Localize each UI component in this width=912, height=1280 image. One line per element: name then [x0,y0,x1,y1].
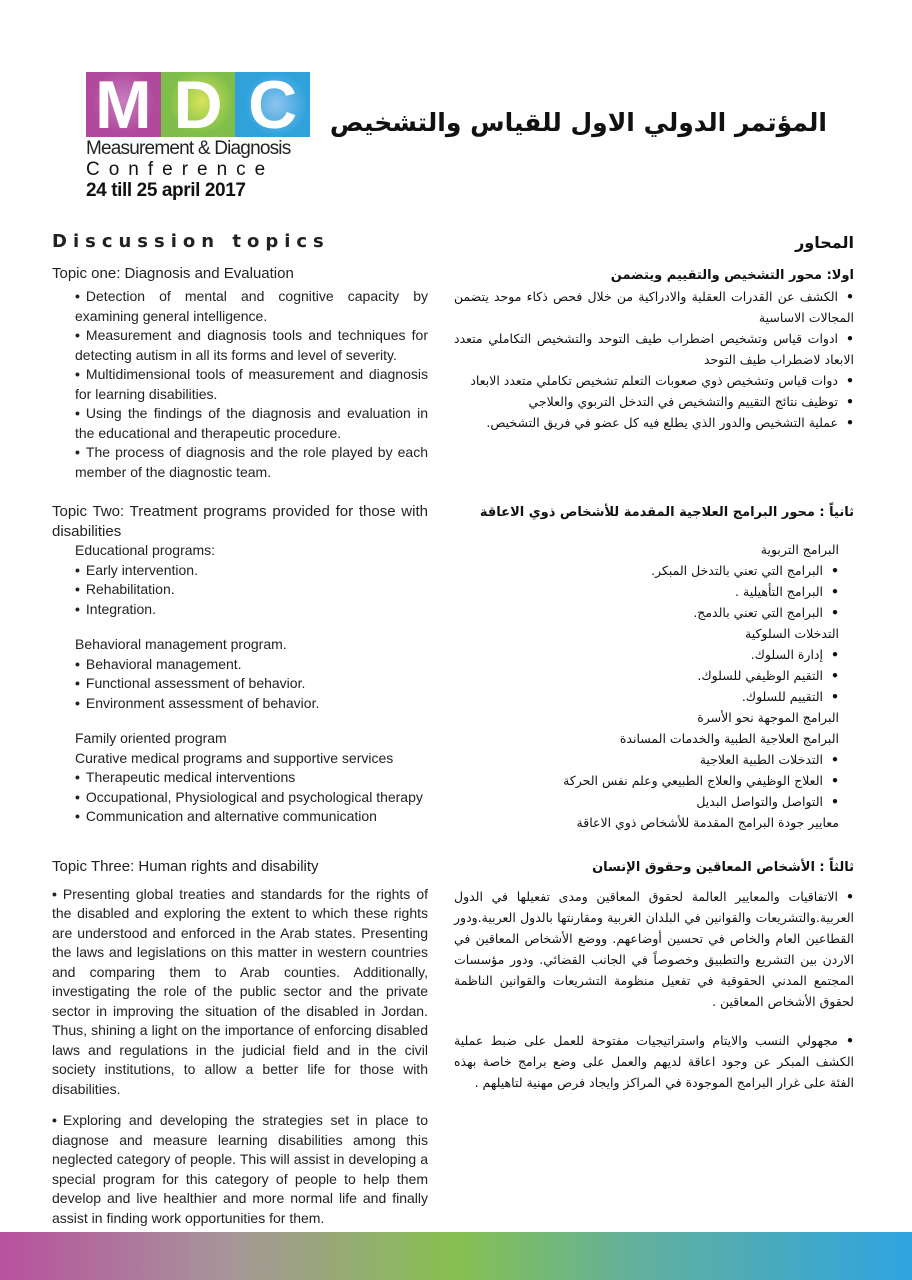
list-item: • Integration. [75,600,428,620]
list-item: • البرامج التأهيلية . [454,581,839,602]
arabic-topic-two [454,502,854,833]
list-item: • البرامج التي تعني بالتدخل المبكر. [454,560,839,581]
arabic-behavioral-label: التدخلات السلوكية [745,626,839,641]
list-item: • الكشف عن القدرات العقلية والادراكية من خلال فحص ذكاء موحد يتضمن المجالات الاساسية [454,286,854,328]
arabic-topic-one-heading: اولا: محور التشخيص والتقييم ويتضمن [610,268,854,283]
logo-letter-c: C [235,72,310,137]
arabic-programs [454,539,854,833]
arabic-topic-three-heading: ثالثاً : الأشخاص المعاقين وحقوق الإنسان [592,860,854,875]
logo-letter-blocks [86,66,310,143]
list-item: • Measurement and diagnosis tools and techniques for detecting autism in all its forms and level of severity. [52,326,428,365]
list-item: • The process of diagnosis and the role played by each member of the diagnostic team. [52,443,428,482]
curative-label: Curative medical programs and supportive services [75,749,394,766]
arabic-curative-list [454,749,839,812]
arabic-column [454,232,854,433]
logo-subtitle: Measurement & Diagnosis [86,138,291,159]
arabic-conference-title: المؤتمر الدولي الاول للقياس والتشخيص [329,108,827,137]
list-item: • البرامج التي تعني بالدمج. [454,602,839,623]
arabic-curative-label: البرامج العلاجية الطبية والخدمات المساندة [619,731,839,746]
arabic-topic-three-paragraph-1: • الاتفاقيات والمعايير العالمة لحقوق المعاقين ومدى تفعيلها في الدول العربية.والتشريعات والقوانين في البلدان الغربية ومقارنتها بالدول العربية.ودور القطاعين العام والخاص في تحسين أوضاعهم. ووضع الأشخاص المعاقين في الاردن بين التشريع والتطبيق وخصوصاً في الجانب القضائي. ودور مؤسسات المجتمع المدني الحقوقية في تفعيل منظومة التشريعات والقوانين الناظمة لحقوق الأشخاص المعاقين . [454,886,854,1012]
behavioral-label: Behavioral management program. [75,636,287,652]
list-item: • Therapeutic medical interventions [75,768,428,788]
list-item: • Functional assessment of behavior. [75,674,428,694]
list-item: • ادوات قياس وتشخيص اضطراب طيف التوحد والتشخيص التكاملي متعدد الابعاد لاضطراب طيف التوحد [454,328,854,370]
family-label: Family oriented program [75,730,227,746]
mdc-logo [86,66,310,202]
discussion-topics-title: Discussion topics [52,231,330,252]
curative-list [75,768,428,827]
english-column [52,232,428,482]
arabic-topics-title: المحاور [795,233,854,252]
behavioral-list [75,655,428,714]
arabic-educational-list [454,560,839,623]
arabic-topic-one-list [454,286,854,433]
list-item: • التدخلات الطبية العلاجية [454,749,839,770]
list-item: • Communication and alternative communication [75,807,428,827]
list-item: • Behavioral management. [75,655,428,675]
topic-three-paragraph-1: • Presenting global treaties and standards for the rights of the disabled and exploring the extent to which these rights are understood and enforced in the Arab states. Presenting the laws and legislations on this matter in western countries and comparing them to Arab counties. Additionally, investigating the role of the public sector and the private sector in improving the situation of the disabled in Jordan. Thus, shining a light on the importance of enforcing disabled laws and regulations in the judicial field and in the civil society institutions, to allow a better life for those with disabilities. [52,885,428,1100]
list-item: • توظيف نتائج التقييم والتشخيص في التدخل التربوي والعلاجي [454,391,854,412]
arabic-topic-two-heading: ثانياً : محور البرامج العلاجية المقدمة للأشخاص ذوي الاعاقة [479,505,854,520]
footer-gradient-bar [0,1232,912,1280]
list-item: • التقييم للسلوك. [454,686,839,707]
topic-one-list [52,287,428,482]
arabic-topic-three-paragraph-2: • مجهولي النسب والايتام واستراتيجيات مفتوحة للعمل على ضبط عملية الكشف المبكر عن وجود اعاقة لديهم والعمل على وضع برامج خاصة بهذه الفئة على غرار البرامج الموجودة في المراكز وايجاد فرص مهنية لتاهيلهم . [454,1030,854,1093]
topic-one-heading: Topic one: Diagnosis and Evaluation [52,264,294,282]
topic-three-paragraph-2: • Exploring and developing the strategies set in place to diagnose and measure learning disabilities among this neglected category of people. This will assist in developing a special program for this category of people to help them develop and live healthier and more normal life and finally assist in finding work opportunities for them. [52,1111,428,1228]
list-item: • Multidimensional tools of measurement and diagnosis for learning disabilities. [52,365,428,404]
list-item: • عملية التشخيص والدور الذي يطلع فيه كل عضو في فريق التشخيص. [454,412,854,433]
educational-list [75,561,428,620]
list-item: • إدارة السلوك. [454,644,839,665]
english-topic-two [52,502,428,827]
educational-programs [52,541,428,827]
topic-two-heading: Topic Two: Treatment programs provided for those with disabilities [52,503,428,540]
list-item: • Detection of mental and cognitive capacity by examining general intelligence. [52,287,428,326]
list-item: • Early intervention. [75,561,428,581]
list-item: • التقيم الوظيفي للسلوك. [454,665,839,686]
list-item: • دوات قياس وتشخيص ذوي صعوبات التعلم تشخيص تكاملي متعدد الابعاد [454,370,854,391]
logo-conference: Conference [86,159,275,180]
list-item: • التواصل والتواصل البديل [454,791,839,812]
logo-letter-m: M [86,72,161,137]
logo-letter-d: D [161,72,236,137]
arabic-quality-label: معايير جودة البرامج المقدمة للأشخاص ذوي الاعاقة [576,815,839,830]
conference-dates: 24 till 25 april 2017 [86,180,246,201]
educational-label: Educational programs: [75,542,216,558]
arabic-topic-three [454,857,854,1093]
list-item: • العلاج الوظيفي والعلاج الطبيعي وعلم نفس الحركة [454,770,839,791]
list-item: • Occupational, Physiological and psychological therapy [75,788,428,808]
english-topic-three [52,857,428,1228]
arabic-family-label: البرامج الموجهة نحو الأسرة [697,710,839,725]
arabic-behavioral-list [454,644,839,707]
topic-three-heading: Topic Three: Human rights and disability [52,858,319,875]
list-item: • Using the findings of the diagnosis and evaluation in the educational and therapeutic procedure. [52,404,428,443]
list-item: • Rehabilitation. [75,580,428,600]
arabic-educational-label: البرامج التربوية [760,542,839,557]
list-item: • Environment assessment of behavior. [75,694,428,714]
